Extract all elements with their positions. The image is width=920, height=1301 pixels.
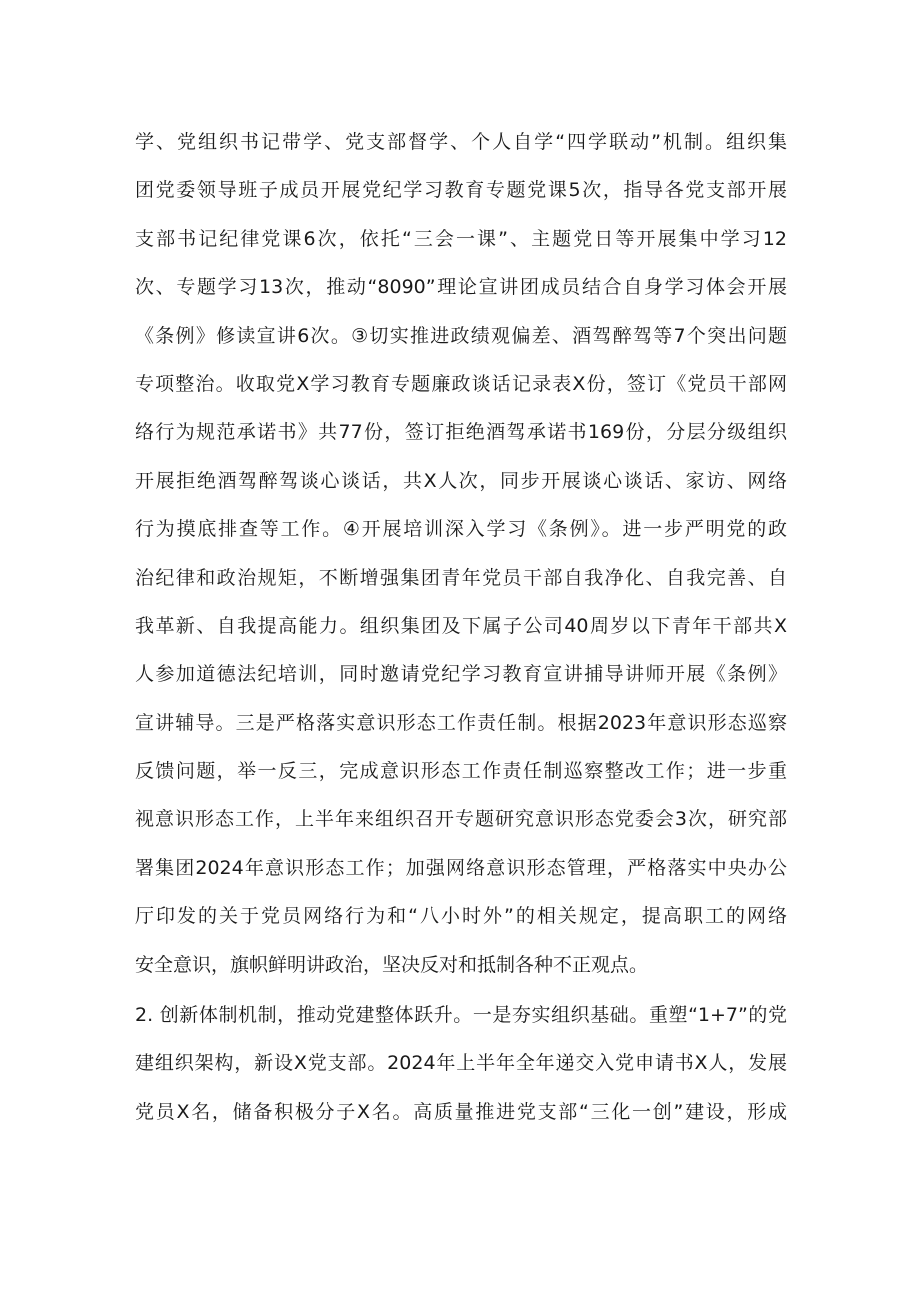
text-line: 开展拒绝酒驾醉驾谈心谈话，共X人次，同步开展谈心谈话、家访、网络 xyxy=(135,469,787,492)
text-line: 专项整治。收取党X学习教育专题廉政谈话记录表X份，签订《党员干部网 xyxy=(135,372,787,395)
text-line: 反馈问题，举一反三，完成意识形态工作责任制巡察整改工作；进一步重 xyxy=(135,760,787,783)
text-line: 团党委领导班子成员开展党纪学习教育专题党课5次，指导各党支部开展 xyxy=(135,179,787,202)
text-line: 视意识形态工作，上半年来组织召开专题研究意识形态党委会3次，研究部 xyxy=(135,808,787,831)
text-line: 安全意识，旗帜鲜明讲政治，坚决反对和抵制各种不正观点。 xyxy=(135,953,649,976)
paragraph-2 xyxy=(135,991,787,1136)
text-line: 次、专题学习13次，推动“8090”理论宣讲团成员结合自身学习体会开展 xyxy=(135,276,787,299)
text-line: 人参加道德法纪培训，同时邀请党纪学习教育宣讲捕导讲师开展《条例》 xyxy=(135,663,787,686)
text-line: 学、党组织书记带学、党支部督学、个人自学“四学联动”机制。组织集 xyxy=(135,131,787,153)
text-line: 党员X名，储备积极分子X名。高质量推进党支部“三化一创”建设，形成 xyxy=(135,1100,787,1123)
text-line: 厅印发的关于党员网络行为和“八小时外”的相关规定，提高职工的网络 xyxy=(135,905,787,928)
text-line: 治纪律和政治规矩，不断增强集团青年党员干部自我净化、自我完善、自 xyxy=(135,566,787,589)
text-line: 署集团2024年意识形态工作；加强网络意识形态管理，严格落实中央办公 xyxy=(135,856,787,879)
text-line: 《条例》修读宣讲6次。③切实推进政绩观偏差、酒驾醉驾等7个突出问题 xyxy=(135,324,787,347)
text-line: 行为摸底排查等工作。④开展培训深入学习《条例》。进一步严明党的政 xyxy=(135,518,787,541)
paragraph-1 xyxy=(135,118,787,989)
text-line: 建组织架构，新设X党支部。2024年上半年全年递交入党申请书X人，发展 xyxy=(135,1052,787,1075)
text-line: 支部书记纪律党课6次，依托“三会一课”、主题党日等开展集中学习12 xyxy=(135,227,787,250)
text-line: 络行为规范承诺书》共77份，签订拒绝酒驾承诺书169份，分层分级组织 xyxy=(135,421,787,444)
text-line: 我革新、自我提高能力。组织集团及下属子公司40周岁以下青年干部共X xyxy=(135,614,787,637)
text-line: 宣讲辅导。三是严格落实意识形态工作责任制。根据2023年意识形态巡察 xyxy=(135,711,787,734)
text-line: 2. 创新体制机制，推动党建整体跃升。一是夯实组织基础。重塑“1+7”的党 xyxy=(135,1004,787,1026)
